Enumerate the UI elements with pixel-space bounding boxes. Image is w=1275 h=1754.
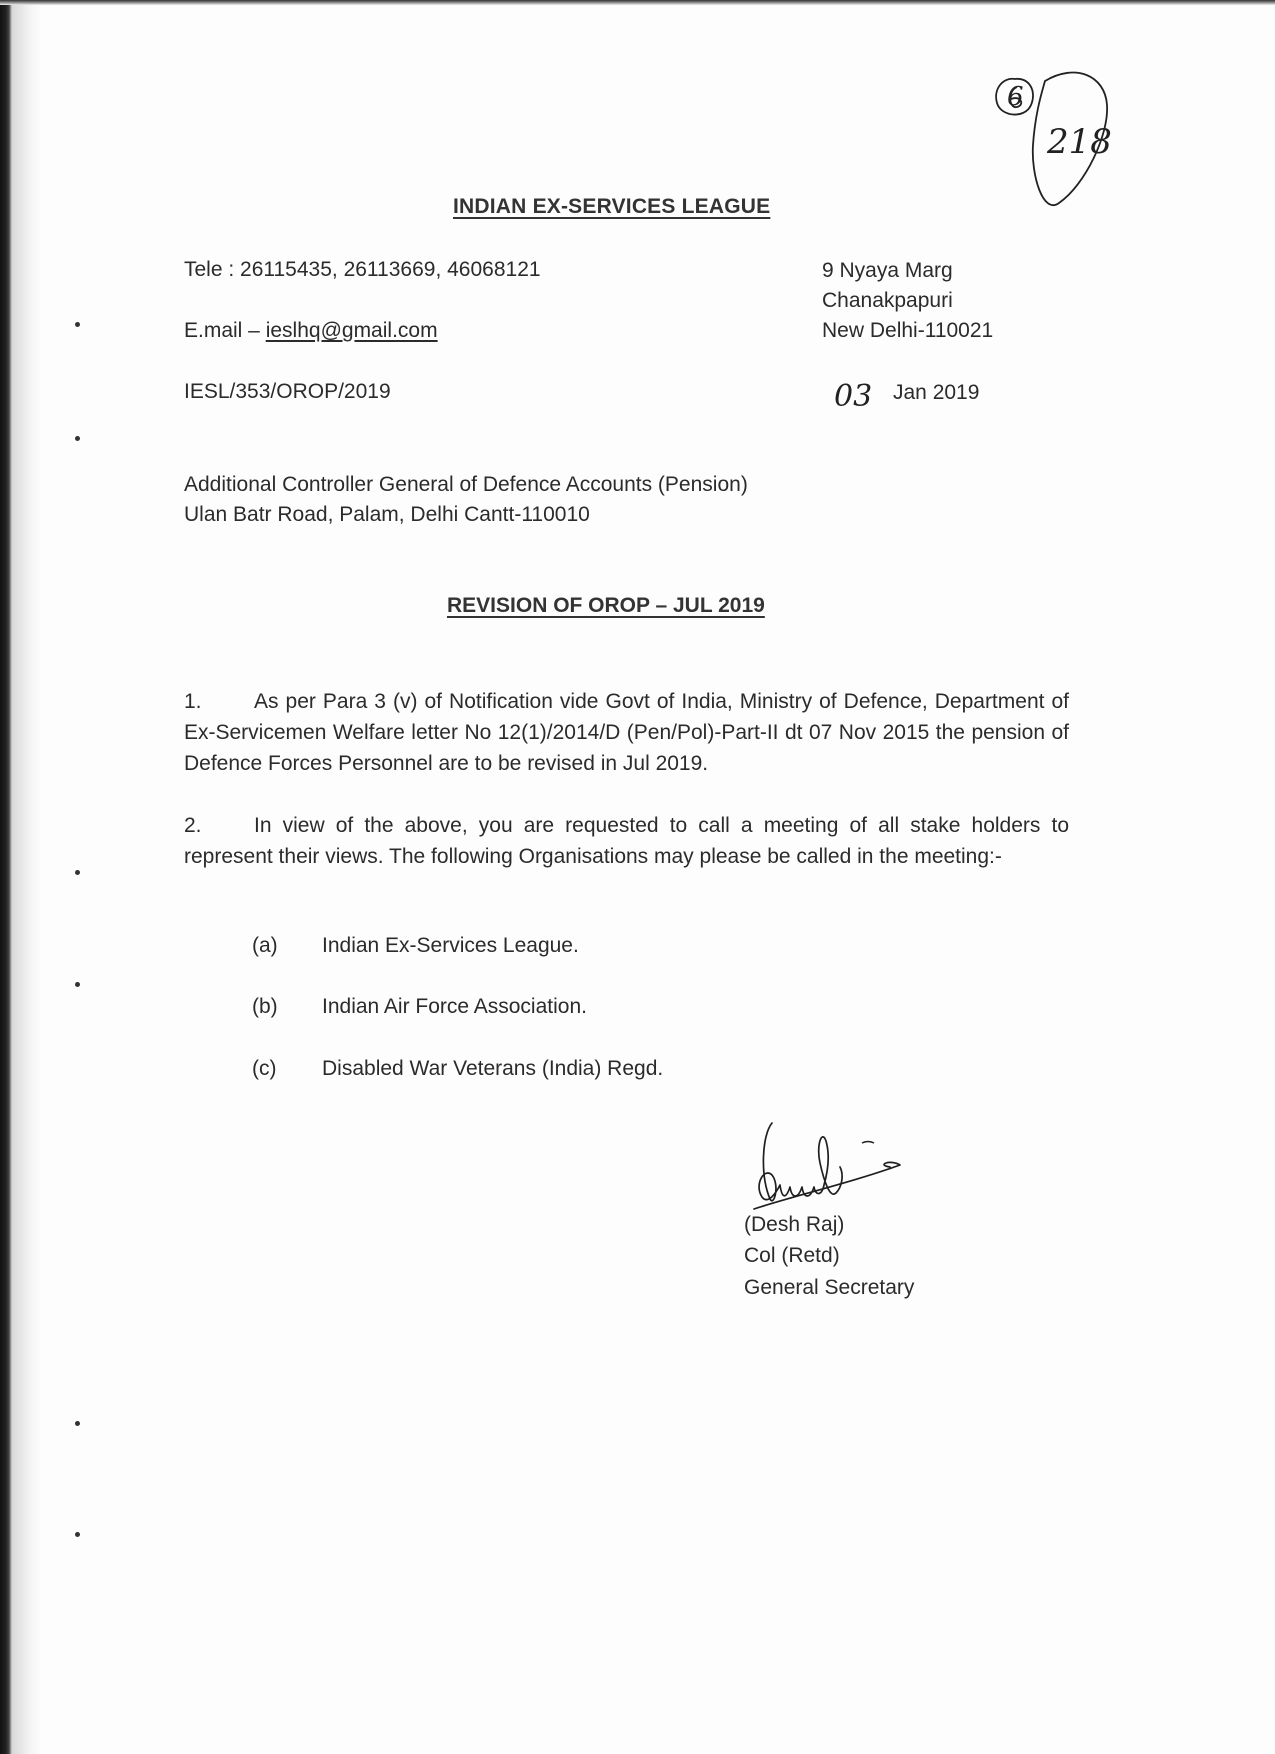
email-line (184, 316, 438, 346)
reference-number: IESL/353/OROP/2019 (184, 380, 391, 403)
paragraph-number: 2. (184, 814, 202, 837)
address-line-1: 9 Nyaya Marg (822, 259, 953, 282)
list-item-text: Indian Ex-Services League. (322, 934, 579, 957)
address-line-3: New Delhi-110021 (822, 319, 994, 342)
scan-border-top (0, 0, 1275, 5)
list-item (252, 1054, 663, 1084)
list-item (252, 992, 587, 1022)
email-link[interactable]: ieslhq@gmail.com (265, 319, 438, 342)
address-line-2: Chanakpapuri (822, 289, 953, 312)
list-item-text: Disabled War Veterans (India) Regd. (322, 1057, 664, 1080)
recipient-line-1: Additional Controller General of Defence Accounts (Pension) (184, 473, 748, 496)
list-item-label: (c) (252, 1057, 277, 1080)
list-item-label: (b) (252, 995, 278, 1018)
signatory-rank: Col (Retd) (744, 1244, 840, 1267)
signatory-designation: General Secretary (744, 1276, 915, 1299)
organisation-title: INDIAN EX-SERVICES LEAGUE (453, 195, 771, 218)
email-label: E.mail – (184, 319, 266, 342)
recipient-line-2: Ulan Batr Road, Palam, Delhi Cantt-110010 (184, 503, 590, 526)
paragraph-1 (184, 686, 1069, 779)
scan-speck (75, 436, 80, 441)
list-item (252, 931, 579, 961)
subject-heading: REVISION OF OROP – JUL 2019 (447, 594, 765, 617)
file-mark-number: 218 (1047, 122, 1112, 162)
scan-speck (75, 1532, 80, 1537)
telephone-line: Tele : 26115435, 26113669, 46068121 (184, 258, 541, 281)
date-month-year: Jan 2019 (893, 381, 980, 404)
list-item-label: (a) (252, 934, 278, 957)
paragraph-number: 1. (184, 690, 202, 713)
list-item-text: Indian Air Force Association. (322, 995, 587, 1018)
paragraph-2 (184, 810, 1069, 872)
paragraph-text: In view of the above, you are requested to call a meeting of all stake holders to represent their views. The following Organisations may please be called in the meeting:- (184, 814, 1069, 868)
scan-speck (75, 982, 80, 987)
scan-speck (75, 322, 80, 327)
page-number: 6 (1007, 82, 1024, 112)
scan-speck (75, 1421, 80, 1426)
paragraph-text: As per Para 3 (v) of Notification vide Govt of India, Ministry of Defence, Department of Ex-Servicemen Welfare letter No 12(1)/2014/D (Pen/Pol)-Part-II dt 07 Nov 2015 the pension of Defence Forces Personnel are to be revised in Jul 2019. (184, 690, 1069, 775)
handwritten-date-day (832, 370, 890, 422)
signature (750, 1115, 910, 1225)
signatory-name: (Desh Raj) (744, 1213, 845, 1236)
scan-speck (75, 870, 80, 875)
date-day-text: 03 (834, 379, 873, 414)
handwritten-page-mark (985, 65, 1125, 210)
scan-border-left (0, 0, 42, 1754)
